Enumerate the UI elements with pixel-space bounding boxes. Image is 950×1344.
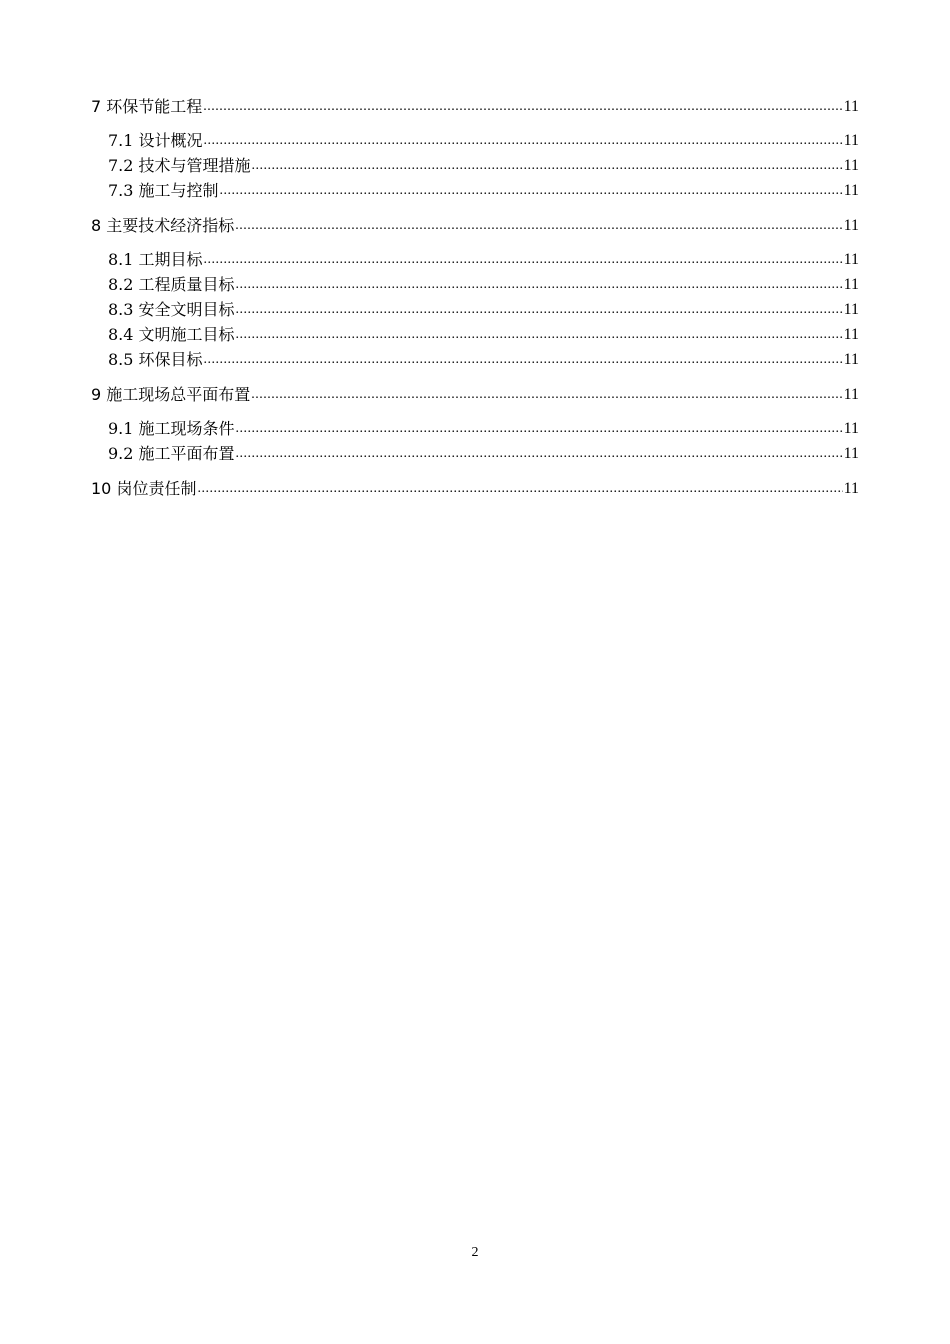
toc-dot-leader (197, 478, 842, 500)
toc-entry-page: 11 (843, 98, 859, 115)
toc-entry-page: 11 (843, 445, 859, 462)
toc-entry-title: 8.4 文明施工目标 (108, 325, 235, 344)
toc-dot-leader (220, 178, 843, 203)
page-number: 2 (471, 1245, 479, 1260)
toc-entry-page: 11 (843, 157, 859, 174)
toc-entry-section-7[interactable] (91, 96, 859, 118)
toc-dot-leader (236, 297, 843, 322)
toc-dot-leader (236, 441, 843, 466)
toc-entry-title: 9.2 施工平面布置 (108, 444, 235, 463)
toc-entry-title: 9 施工现场总平面布置 (91, 385, 251, 404)
toc-entry-7-2[interactable] (91, 153, 859, 178)
toc-entry-section-8[interactable] (91, 215, 859, 237)
toc-entry-page: 11 (843, 217, 859, 234)
toc-entry-page: 11 (843, 386, 859, 403)
toc-entry-page: 11 (843, 251, 859, 268)
toc-entry-8-2[interactable] (91, 272, 859, 297)
toc-dot-leader (236, 322, 843, 347)
toc-entry-title: 8 主要技术经济指标 (91, 216, 235, 235)
toc-entry-title: 10 岗位责任制 (91, 479, 197, 498)
toc-entry-title: 9.1 施工现场条件 (108, 419, 235, 438)
toc-entry-section-10[interactable] (91, 478, 859, 500)
toc-entry-title: 7.3 施工与控制 (108, 181, 219, 200)
toc-entry-page: 11 (843, 420, 859, 437)
toc-dot-leader (203, 96, 842, 118)
toc-entry-7-1[interactable] (91, 128, 859, 153)
toc-entry-page: 11 (843, 276, 859, 293)
toc-dot-leader (235, 215, 842, 237)
toc-entry-8-5[interactable] (91, 347, 859, 372)
toc-entry-title: 7.1 设计概况 (108, 131, 203, 150)
toc-entry-8-4[interactable] (91, 322, 859, 347)
toc-dot-leader (236, 416, 843, 441)
toc-entry-page: 11 (843, 182, 859, 199)
toc-entry-title: 8.1 工期目标 (108, 250, 203, 269)
toc-entry-9-2[interactable] (91, 441, 859, 466)
toc-entry-page: 11 (843, 132, 859, 149)
toc-dot-leader (251, 384, 842, 406)
toc-entry-section-9[interactable] (91, 384, 859, 406)
toc-entry-title: 8.3 安全文明目标 (108, 300, 235, 319)
toc-entry-title: 8.5 环保目标 (108, 350, 203, 369)
toc-entry-title: 7 环保节能工程 (91, 97, 203, 116)
toc-entry-8-3[interactable] (91, 297, 859, 322)
toc-entry-7-3[interactable] (91, 178, 859, 203)
toc-dot-leader (204, 347, 843, 372)
toc-entry-page: 11 (843, 301, 859, 318)
toc-entry-page: 11 (843, 326, 859, 343)
toc-entry-page: 11 (843, 480, 859, 497)
toc-dot-leader (236, 272, 843, 297)
toc-entry-title: 7.2 技术与管理措施 (108, 156, 251, 175)
toc-entry-title: 8.2 工程质量目标 (108, 275, 235, 294)
table-of-contents (91, 96, 859, 500)
toc-entry-page: 11 (843, 351, 859, 368)
toc-dot-leader (204, 247, 843, 272)
toc-entry-8-1[interactable] (91, 247, 859, 272)
toc-dot-leader (204, 128, 843, 153)
toc-entry-9-1[interactable] (91, 416, 859, 441)
toc-dot-leader (252, 153, 843, 178)
